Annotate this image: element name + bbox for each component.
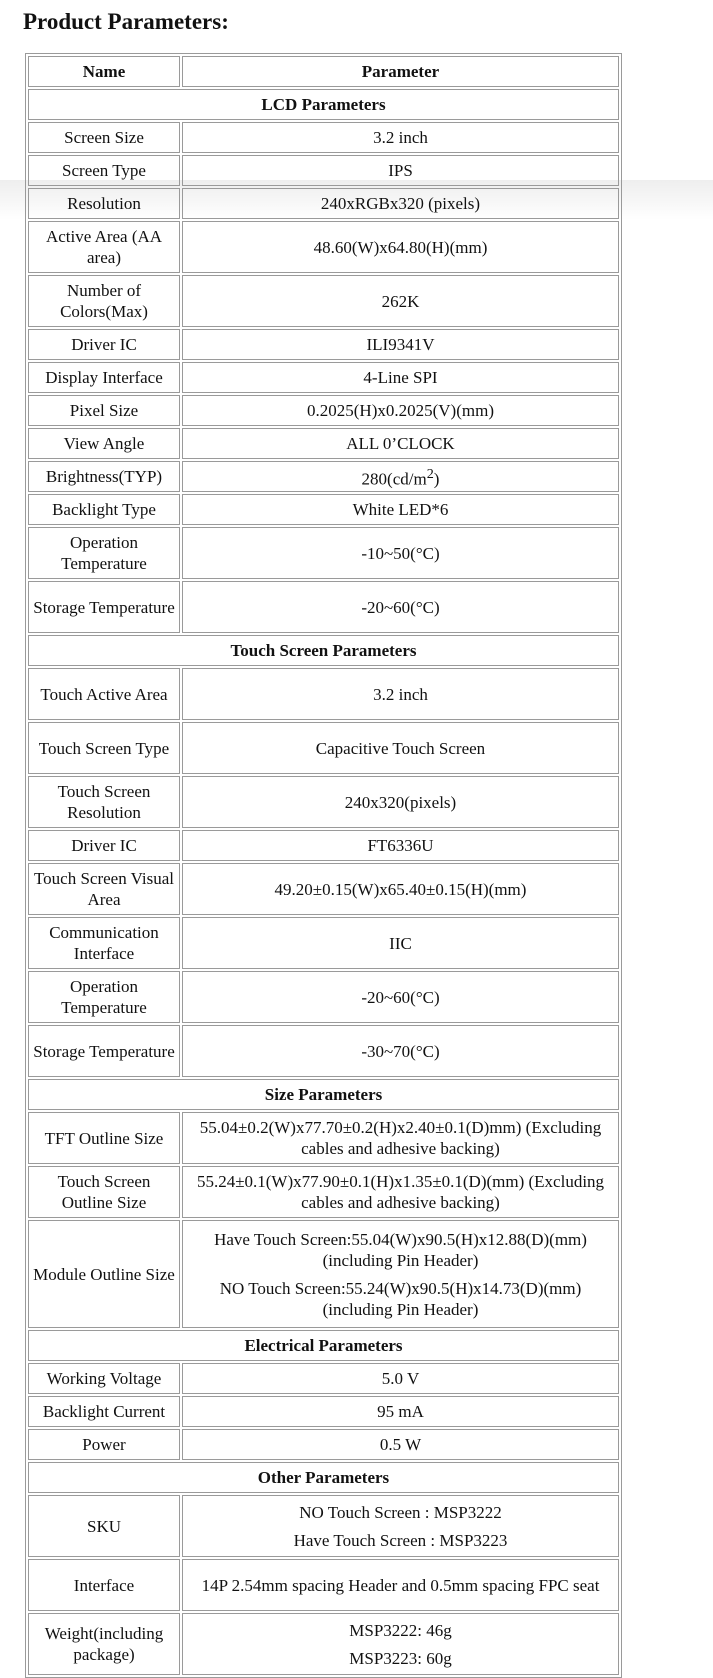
- param-name: Screen Type: [28, 155, 180, 186]
- param-value: ALL 0’CLOCK: [182, 428, 619, 459]
- param-name: Working Voltage: [28, 1363, 180, 1394]
- product-parameters-table: [25, 53, 622, 1678]
- param-value: 5.0 V: [182, 1363, 619, 1394]
- param-name: Driver IC: [28, 830, 180, 861]
- param-value: -10~50(°C): [182, 527, 619, 579]
- section-title-touch: Touch Screen Parameters: [28, 635, 619, 666]
- param-name: Brightness(TYP): [28, 461, 180, 492]
- param-value: 262K: [182, 275, 619, 327]
- param-value-line: MSP3222: 46g: [349, 1620, 452, 1640]
- param-name: Storage Temperature: [28, 581, 180, 633]
- param-name: TFT Outline Size: [28, 1112, 180, 1164]
- table-row: [28, 1220, 619, 1328]
- param-name: SKU: [28, 1495, 180, 1557]
- brightness-value-end: ): [433, 469, 440, 489]
- brightness-superscript: 2: [426, 465, 434, 482]
- param-name: Interface: [28, 1559, 180, 1611]
- table-row: [28, 1363, 619, 1394]
- table-row: [28, 527, 619, 579]
- table-row: [28, 1495, 619, 1557]
- param-name: Touch Screen Visual Area: [28, 863, 180, 915]
- param-value: Capacitive Touch Screen: [182, 722, 619, 774]
- param-value: 95 mA: [182, 1396, 619, 1427]
- table-row: [28, 428, 619, 459]
- param-value: -20~60(°C): [182, 971, 619, 1023]
- param-value-line: NO Touch Screen : MSP3222: [299, 1502, 502, 1522]
- param-name: Backlight Current: [28, 1396, 180, 1427]
- section-row-size: [28, 1079, 619, 1110]
- param-value: 55.24±0.1(W)x77.90±0.1(H)x1.35±0.1(D)(mm) (Excluding cables and adhesive backing): [182, 1166, 619, 1218]
- page-title: Product Parameters:: [23, 9, 229, 34]
- param-value: 3.2 inch: [182, 122, 619, 153]
- param-name: Module Outline Size: [28, 1220, 180, 1328]
- param-value: [182, 1613, 619, 1675]
- table-row: [28, 1112, 619, 1164]
- table-row: [28, 395, 619, 426]
- table-row: [28, 776, 619, 828]
- param-name: Backlight Type: [28, 494, 180, 525]
- param-value: 3.2 inch: [182, 668, 619, 720]
- table-row: [28, 155, 619, 186]
- table-row: [28, 830, 619, 861]
- param-value: -20~60(°C): [182, 581, 619, 633]
- table-row: [28, 329, 619, 360]
- param-name: Active Area (AA area): [28, 221, 180, 273]
- param-name: Operation Temperature: [28, 527, 180, 579]
- table-row: [28, 494, 619, 525]
- section-row-electrical: [28, 1330, 619, 1361]
- section-row-other: [28, 1462, 619, 1493]
- table-row: [28, 1559, 619, 1611]
- param-name: Weight(including package): [28, 1613, 180, 1675]
- table-row: [28, 581, 619, 633]
- param-value-line: MSP3223: 60g: [349, 1648, 452, 1668]
- param-name: Touch Screen Type: [28, 722, 180, 774]
- table-row: [28, 863, 619, 915]
- table-row: [28, 461, 619, 492]
- param-name: Touch Screen Outline Size: [28, 1166, 180, 1218]
- param-value-line: Have Touch Screen : MSP3223: [293, 1530, 508, 1550]
- table-row: [28, 122, 619, 153]
- table-row: [28, 1025, 619, 1077]
- param-value: 0.2025(H)x0.2025(V)(mm): [182, 395, 619, 426]
- param-value: 4-Line SPI: [182, 362, 619, 393]
- section-title-size: Size Parameters: [28, 1079, 619, 1110]
- param-name: Power: [28, 1429, 180, 1460]
- param-name: Operation Temperature: [28, 971, 180, 1023]
- table-row: [28, 1613, 619, 1675]
- param-value: [182, 1220, 619, 1328]
- param-name: Number of Colors(Max): [28, 275, 180, 327]
- param-value: 240x320(pixels): [182, 776, 619, 828]
- param-value: 0.5 W: [182, 1429, 619, 1460]
- section-title-electrical: Electrical Parameters: [28, 1330, 619, 1361]
- table-row: [28, 971, 619, 1023]
- table-row: [28, 1429, 619, 1460]
- header-parameter: Parameter: [182, 56, 619, 87]
- table-row: [28, 1396, 619, 1427]
- table-header-row: [28, 56, 619, 87]
- param-name: View Angle: [28, 428, 180, 459]
- param-value: ILI9341V: [182, 329, 619, 360]
- param-name: Display Interface: [28, 362, 180, 393]
- param-value-line: NO Touch Screen:55.24(W)x90.5(H)x14.73(D)(mm) (including Pin Header): [219, 1278, 582, 1319]
- param-value: FT6336U: [182, 830, 619, 861]
- param-value: White LED*6: [182, 494, 619, 525]
- header-name: Name: [28, 56, 180, 87]
- param-value: 55.04±0.2(W)x77.70±0.2(H)x2.40±0.1(D)mm) (Excluding cables and adhesive backing): [182, 1112, 619, 1164]
- table-row: [28, 221, 619, 273]
- param-value: IIC: [182, 917, 619, 969]
- brightness-value: 280(cd/m: [361, 469, 427, 489]
- param-name: Screen Size: [28, 122, 180, 153]
- param-name: Touch Screen Resolution: [28, 776, 180, 828]
- param-value: IPS: [182, 155, 619, 186]
- param-value: [182, 461, 619, 492]
- param-value: 14P 2.54mm spacing Header and 0.5mm spacing FPC seat: [182, 1559, 619, 1611]
- param-name: Pixel Size: [28, 395, 180, 426]
- param-value: [182, 1495, 619, 1557]
- param-value: 48.60(W)x64.80(H)(mm): [182, 221, 619, 273]
- table-row: [28, 188, 619, 219]
- param-name: Storage Temperature: [28, 1025, 180, 1077]
- param-value: -30~70(°C): [182, 1025, 619, 1077]
- table-row: [28, 275, 619, 327]
- param-value: 49.20±0.15(W)x65.40±0.15(H)(mm): [182, 863, 619, 915]
- param-name: Touch Active Area: [28, 668, 180, 720]
- section-row-lcd: [28, 89, 619, 120]
- param-name: Communication Interface: [28, 917, 180, 969]
- section-title-other: Other Parameters: [28, 1462, 619, 1493]
- param-value-line: Have Touch Screen:55.04(W)x90.5(H)x12.88(D)(mm) (including Pin Header): [214, 1229, 587, 1270]
- table-row: [28, 362, 619, 393]
- param-value: 240xRGBx320 (pixels): [182, 188, 619, 219]
- table-row: [28, 1166, 619, 1218]
- table-row: [28, 917, 619, 969]
- table-row: [28, 722, 619, 774]
- section-title-lcd: LCD Parameters: [28, 89, 619, 120]
- table-row: [28, 668, 619, 720]
- param-name: Resolution: [28, 188, 180, 219]
- section-row-touch: [28, 635, 619, 666]
- param-name: Driver IC: [28, 329, 180, 360]
